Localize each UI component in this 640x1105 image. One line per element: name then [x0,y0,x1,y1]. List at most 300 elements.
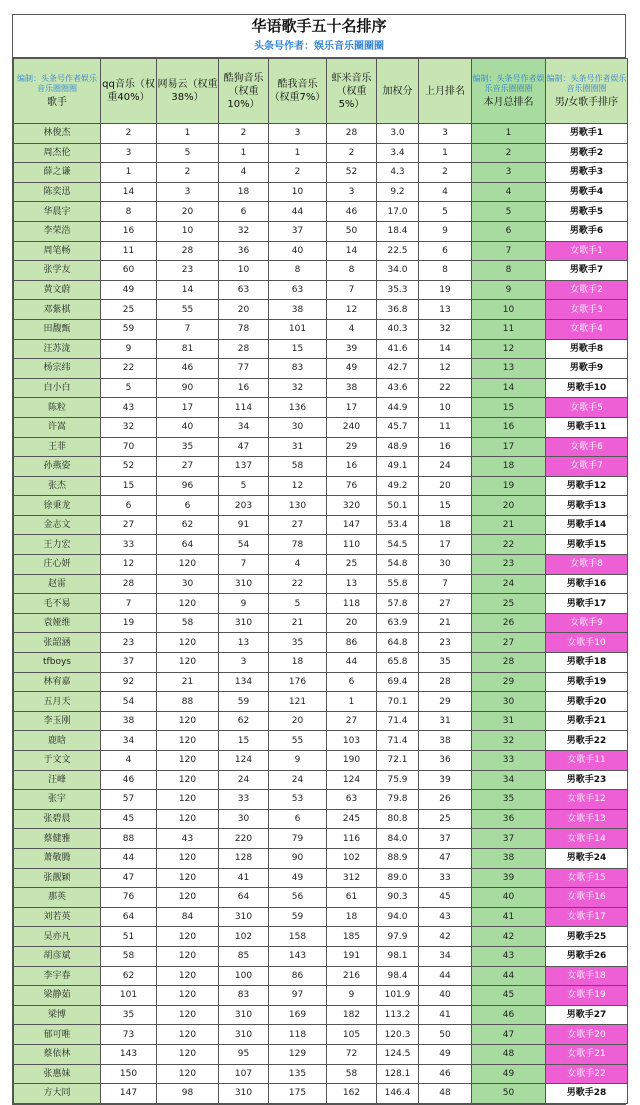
last-month-rank-cell: 45 [419,888,472,908]
kuwo-cell: 143 [269,946,327,966]
weighted-score-cell: 113.2 [377,1005,419,1025]
singer-name-cell: 萧敬腾 [14,848,101,868]
last-month-rank-cell: 16 [419,437,472,457]
xiami-cell: 86 [327,633,377,653]
gender-rank-cell: 男歌手21 [546,711,628,731]
qq-cell: 150 [101,1064,157,1084]
table-row [14,378,628,398]
weighted-score-cell: 146.4 [377,1084,419,1104]
netease-cell: 27 [157,457,219,477]
weighted-column-header: 加权分 [377,59,419,124]
gender-rank-cell: 女歌手17 [546,907,628,927]
kugou-cell: 107 [219,1064,269,1084]
kugou-cell: 5 [219,476,269,496]
kugou-cell: 134 [219,672,269,692]
table-row [14,613,628,633]
kuwo-cell: 18 [269,653,327,673]
gender-rank-cell: 男歌手26 [546,946,628,966]
gender-rank-cell: 女歌手16 [546,888,628,908]
kuwo-cell: 55 [269,731,327,751]
total-rank-cell: 33 [472,751,546,771]
weighted-score-cell: 22.5 [377,241,419,261]
total-rank-cell: 37 [472,829,546,849]
xiami-cell: 46 [327,202,377,222]
total-rank-cell: 16 [472,417,546,437]
gender-header-label: 男/女歌手排序 [554,96,619,108]
singer-name-cell: 孙燕姿 [14,457,101,477]
netease-cell: 120 [157,1064,219,1084]
singer-name-cell: 田馥甄 [14,319,101,339]
kugou-cell: 128 [219,848,269,868]
weighted-score-cell: 18.4 [377,221,419,241]
xiami-cell: 102 [327,848,377,868]
last-month-rank-cell: 10 [419,398,472,418]
table-row [14,1084,628,1104]
total-rank-cell: 44 [472,966,546,986]
rank-editor-note: 编制：头条号作者娱乐音乐圈圈圈 [472,73,545,93]
weighted-score-cell: 75.9 [377,770,419,790]
last-month-rank-cell: 44 [419,966,472,986]
qq-cell: 3 [101,143,157,163]
table-row [14,888,628,908]
table-row [14,790,628,810]
xiami-cell: 103 [327,731,377,751]
singer-name-cell: 袁娅维 [14,613,101,633]
xiami-cell: 38 [327,378,377,398]
singer-name-cell: 林俊杰 [14,124,101,144]
kugou-cell: 13 [219,633,269,653]
gender-rank-cell: 女歌手8 [546,555,628,575]
qq-cell: 11 [101,241,157,261]
netease-cell: 120 [157,868,219,888]
kugou-cell: 30 [219,809,269,829]
netease-cell: 2 [157,163,219,183]
last-month-rank-cell: 17 [419,535,472,555]
last-month-rank-cell: 14 [419,339,472,359]
singer-name-cell: 五月天 [14,692,101,712]
kuwo-column-header: 酷我音乐（权重7%） [269,59,327,124]
singer-name-cell: 白小白 [14,378,101,398]
last-month-rank-cell: 9 [419,221,472,241]
kuwo-cell: 32 [269,378,327,398]
kugou-cell: 7 [219,555,269,575]
table-row [14,1064,628,1084]
weighted-score-cell: 90.3 [377,888,419,908]
last-month-rank-cell: 28 [419,672,472,692]
last-month-rank-cell: 40 [419,986,472,1006]
total-rank-cell: 49 [472,1064,546,1084]
total-rank-cell: 42 [472,927,546,947]
netease-cell: 88 [157,692,219,712]
qq-cell: 23 [101,633,157,653]
singer-name-cell: 李玉刚 [14,711,101,731]
xiami-cell: 240 [327,417,377,437]
qq-cell: 73 [101,1025,157,1045]
last-month-rank-cell: 34 [419,946,472,966]
xiami-cell: 16 [327,457,377,477]
qq-cell: 58 [101,946,157,966]
kuwo-cell: 176 [269,672,327,692]
total-rank-cell: 24 [472,574,546,594]
kugou-cell: 20 [219,300,269,320]
table-row [14,633,628,653]
kuwo-cell: 22 [269,574,327,594]
kuwo-cell: 35 [269,633,327,653]
ranking-table [13,58,628,1104]
singer-name-cell: 张靓颖 [14,868,101,888]
weighted-score-cell: 80.8 [377,809,419,829]
singer-name-cell: 吴亦凡 [14,927,101,947]
gender-rank-cell: 男歌手14 [546,515,628,535]
kugou-cell: 85 [219,946,269,966]
kuwo-cell: 9 [269,751,327,771]
kugou-cell: 54 [219,535,269,555]
netease-cell: 120 [157,790,219,810]
weighted-score-cell: 40.3 [377,319,419,339]
netease-cell: 120 [157,966,219,986]
kugou-cell: 100 [219,966,269,986]
xiami-cell: 1 [327,692,377,712]
kugou-cell: 114 [219,398,269,418]
singer-name-cell: 张学友 [14,261,101,281]
kuwo-cell: 97 [269,986,327,1006]
kugou-cell: 24 [219,770,269,790]
kugou-cell: 18 [219,182,269,202]
singer-name-cell: 徐秉龙 [14,496,101,516]
singer-name-cell: 林宥嘉 [14,672,101,692]
gender-rank-cell: 男歌手8 [546,339,628,359]
weighted-score-cell: 48.9 [377,437,419,457]
table-row [14,241,628,261]
kuwo-cell: 169 [269,1005,327,1025]
weighted-score-cell: 63.9 [377,613,419,633]
table-row [14,927,628,947]
xiami-cell: 72 [327,1044,377,1064]
weighted-score-cell: 50.1 [377,496,419,516]
rank-header-label: 本月总排名 [483,96,534,108]
table-row [14,672,628,692]
total-rank-cell: 26 [472,613,546,633]
gender-rank-cell: 男歌手9 [546,359,628,379]
xiami-cell: 7 [327,280,377,300]
xiami-cell: 185 [327,927,377,947]
weighted-score-cell: 71.4 [377,731,419,751]
qq-cell: 25 [101,300,157,320]
weighted-score-cell: 120.3 [377,1025,419,1045]
singer-name-cell: 陈奕迅 [14,182,101,202]
xiami-cell: 162 [327,1084,377,1104]
weighted-score-cell: 84.0 [377,829,419,849]
last-month-rank-cell: 32 [419,319,472,339]
kuwo-cell: 118 [269,1025,327,1045]
total-rank-cell: 10 [472,300,546,320]
weighted-score-cell: 41.6 [377,339,419,359]
xiami-cell: 52 [327,163,377,183]
kugou-cell: 310 [219,1005,269,1025]
last-month-rank-cell: 7 [419,574,472,594]
qq-cell: 34 [101,731,157,751]
kugou-cell: 102 [219,927,269,947]
xiami-cell: 76 [327,476,377,496]
singer-name-cell: 郁可唯 [14,1025,101,1045]
total-rank-cell: 34 [472,770,546,790]
qq-cell: 15 [101,476,157,496]
qq-cell: 70 [101,437,157,457]
kuwo-cell: 2 [269,163,327,183]
last-month-rank-cell: 39 [419,770,472,790]
netease-cell: 7 [157,319,219,339]
singer-name-cell: 蔡依林 [14,1044,101,1064]
xiami-cell: 14 [327,241,377,261]
singer-name-cell: tfboys [14,653,101,673]
table-row [14,163,628,183]
netease-cell: 120 [157,653,219,673]
kuwo-cell: 44 [269,202,327,222]
kuwo-cell: 130 [269,496,327,516]
last-month-rank-cell: 43 [419,907,472,927]
kugou-cell: 220 [219,829,269,849]
table-row [14,319,628,339]
kuwo-cell: 40 [269,241,327,261]
weighted-score-cell: 42.7 [377,359,419,379]
last-month-rank-cell: 4 [419,182,472,202]
weighted-score-cell: 88.9 [377,848,419,868]
gender-rank-cell: 男歌手2 [546,143,628,163]
kugou-cell: 91 [219,515,269,535]
gender-rank-cell: 女歌手14 [546,829,628,849]
last-month-rank-cell: 5 [419,202,472,222]
kugou-cell: 28 [219,339,269,359]
netease-cell: 3 [157,182,219,202]
kuwo-cell: 101 [269,319,327,339]
table-row [14,692,628,712]
kuwo-cell: 58 [269,457,327,477]
page-title: 华语歌手五十名排序 [251,17,387,35]
singer-name-cell: 蔡健雅 [14,829,101,849]
netease-cell: 28 [157,241,219,261]
gender-rank-cell: 女歌手20 [546,1025,628,1045]
netease-cell: 1 [157,124,219,144]
kuwo-cell: 49 [269,868,327,888]
singer-name-cell: 薛之谦 [14,163,101,183]
weighted-score-cell: 9.2 [377,182,419,202]
weighted-score-cell: 55.8 [377,574,419,594]
last-month-rank-cell: 20 [419,476,472,496]
last-month-rank-cell: 29 [419,692,472,712]
total-rank-cell: 18 [472,457,546,477]
last-month-rank-cell: 24 [419,457,472,477]
gender-rank-cell: 男歌手10 [546,378,628,398]
kugou-cell: 15 [219,731,269,751]
weighted-score-cell: 97.9 [377,927,419,947]
kuwo-cell: 56 [269,888,327,908]
total-rank-cell: 4 [472,182,546,202]
xiami-cell: 49 [327,359,377,379]
qq-cell: 47 [101,868,157,888]
total-rank-cell: 47 [472,1025,546,1045]
xiami-cell: 27 [327,711,377,731]
qq-cell: 8 [101,202,157,222]
qq-cell: 92 [101,672,157,692]
singer-name-cell: 金志文 [14,515,101,535]
netease-cell: 30 [157,574,219,594]
kugou-cell: 6 [219,202,269,222]
weighted-score-cell: 65.8 [377,653,419,673]
singer-name-cell: 黄文蔚 [14,280,101,300]
gender-rank-cell: 男歌手23 [546,770,628,790]
xiami-cell: 20 [327,613,377,633]
table-row [14,339,628,359]
singer-name-cell: 张杰 [14,476,101,496]
xiami-cell: 2 [327,143,377,163]
gender-rank-cell: 男歌手13 [546,496,628,516]
kugou-cell: 77 [219,359,269,379]
weighted-score-cell: 89.0 [377,868,419,888]
xiami-cell: 245 [327,809,377,829]
netease-cell: 62 [157,515,219,535]
total-rank-cell: 9 [472,280,546,300]
xiami-cell: 18 [327,907,377,927]
weighted-score-cell: 35.3 [377,280,419,300]
netease-cell: 43 [157,829,219,849]
table-row [14,770,628,790]
gender-rank-cell: 女歌手12 [546,790,628,810]
weighted-score-cell: 98.1 [377,946,419,966]
netease-cell: 96 [157,476,219,496]
netease-cell: 120 [157,809,219,829]
singer-name-cell: 李宇春 [14,966,101,986]
xiami-cell: 12 [327,300,377,320]
total-rank-cell: 45 [472,986,546,1006]
kugou-cell: 124 [219,751,269,771]
xiami-cell: 116 [327,829,377,849]
gender-rank-cell: 男歌手24 [546,848,628,868]
kuwo-cell: 10 [269,182,327,202]
table-row [14,280,628,300]
kuwo-cell: 20 [269,711,327,731]
header-row [14,59,628,124]
singer-name-cell: 鹿晗 [14,731,101,751]
qq-cell: 2 [101,124,157,144]
kugou-cell: 36 [219,241,269,261]
table-row [14,848,628,868]
weighted-score-cell: 70.1 [377,692,419,712]
ranking-sheet [12,14,626,1105]
weighted-score-cell: 128.1 [377,1064,419,1084]
total-rank-cell: 13 [472,359,546,379]
table-row [14,555,628,575]
qq-cell: 57 [101,790,157,810]
singer-name-cell: 李荣浩 [14,221,101,241]
gender-rank-cell: 男歌手12 [546,476,628,496]
xiami-cell: 118 [327,594,377,614]
qq-cell: 143 [101,1044,157,1064]
last-month-rank-cell: 37 [419,829,472,849]
kuwo-cell: 135 [269,1064,327,1084]
gender-rank-cell: 女歌手15 [546,868,628,888]
last-month-rank-cell: 3 [419,124,472,144]
table-row [14,261,628,281]
weighted-score-cell: 49.2 [377,476,419,496]
ranking-rows [14,124,628,1104]
total-rank-cell: 29 [472,672,546,692]
kugou-cell: 62 [219,711,269,731]
kuwo-cell: 12 [269,476,327,496]
xiami-cell: 63 [327,790,377,810]
singer-name-cell: 刘若英 [14,907,101,927]
singer-name-cell: 毛不易 [14,594,101,614]
gender-rank-cell: 男歌手18 [546,653,628,673]
table-row [14,574,628,594]
netease-cell: 120 [157,986,219,1006]
weighted-score-cell: 43.6 [377,378,419,398]
xiami-cell: 9 [327,986,377,1006]
xiami-cell: 29 [327,437,377,457]
last-month-rank-cell: 47 [419,848,472,868]
gender-rank-cell: 男歌手7 [546,261,628,281]
gender-rank-cell: 女歌手10 [546,633,628,653]
total-rank-cell: 43 [472,946,546,966]
table-row [14,515,628,535]
total-rank-cell: 32 [472,731,546,751]
singer-header-label: 歌手 [47,96,67,108]
netease-cell: 58 [157,613,219,633]
total-rank-cell: 17 [472,437,546,457]
total-rank-cell: 46 [472,1005,546,1025]
gender-rank-cell: 女歌手22 [546,1064,628,1084]
table-row [14,300,628,320]
qq-cell: 88 [101,829,157,849]
total-rank-cell: 28 [472,653,546,673]
netease-cell: 120 [157,770,219,790]
gender-rank-cell: 女歌手21 [546,1044,628,1064]
netease-cell: 64 [157,535,219,555]
total-rank-cell: 50 [472,1084,546,1104]
table-row [14,202,628,222]
kuwo-cell: 59 [269,907,327,927]
total-rank-cell: 6 [472,221,546,241]
xiami-cell: 191 [327,946,377,966]
singer-name-cell: 张宇 [14,790,101,810]
xiami-cell: 58 [327,1064,377,1084]
netease-cell: 14 [157,280,219,300]
xiami-cell: 182 [327,1005,377,1025]
total-rank-cell: 23 [472,555,546,575]
netease-cell: 40 [157,417,219,437]
kugou-cell: 33 [219,790,269,810]
kuwo-cell: 30 [269,417,327,437]
kugou-cell: 16 [219,378,269,398]
netease-cell: 21 [157,672,219,692]
kugou-cell: 10 [219,261,269,281]
kuwo-cell: 1 [269,143,327,163]
gender-column-header [546,59,628,124]
netease-cell: 120 [157,711,219,731]
total-rank-cell: 21 [472,515,546,535]
netease-cell: 23 [157,261,219,281]
last-month-rank-cell: 33 [419,868,472,888]
title-block [13,15,625,58]
kugou-cell: 310 [219,574,269,594]
kuwo-cell: 21 [269,613,327,633]
table-row [14,535,628,555]
editor-note: 编制：头条号作者娱乐音乐圈圈圈 [17,73,97,93]
table-row [14,124,628,144]
xiami-cell: 110 [327,535,377,555]
weighted-score-cell: 124.5 [377,1044,419,1064]
weighted-score-cell: 45.7 [377,417,419,437]
gender-rank-cell: 女歌手2 [546,280,628,300]
